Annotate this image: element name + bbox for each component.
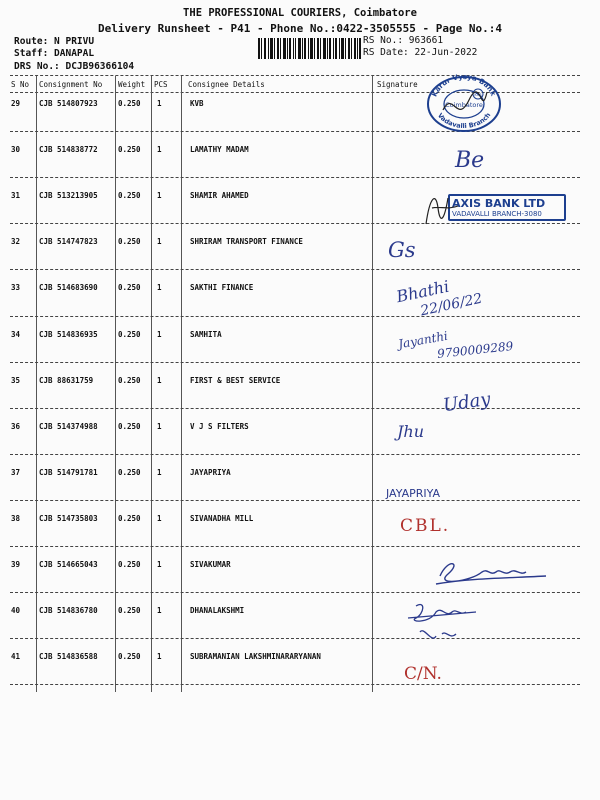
signature-row-36: Jhu [397, 422, 425, 441]
row-separator [10, 316, 580, 317]
signature-row-32: Gs [388, 238, 416, 262]
cell-pcs: 1 [157, 606, 162, 615]
cell-pcs: 1 [157, 99, 162, 108]
signature-row-33-date: 22/06/22 [419, 290, 484, 320]
cell-weight: 0.250 [118, 191, 141, 200]
row-separator [10, 684, 580, 685]
cell-sno: 40 [11, 606, 21, 615]
cell-sno: 36 [11, 422, 21, 431]
route-label: Route: N PRIVU [14, 36, 95, 47]
signature-row-40-scribble [402, 596, 482, 648]
signature-row-33-name: Bhathi [394, 276, 451, 307]
signature-row-34-name: Jayanthi [397, 328, 449, 352]
kvb-stamp-city: Coimbatore [445, 101, 483, 109]
staff-label: Staff: DANAPAL [14, 48, 95, 59]
cell-sno: 31 [11, 191, 21, 200]
row-separator [10, 223, 580, 224]
kvb-stamp-bottom-text: Vadavalli Branch [435, 111, 493, 131]
cell-pcs: 1 [157, 468, 162, 477]
signature-row-38: CBL. [400, 516, 451, 536]
cell-consignee: SIVANADHA MILL [190, 514, 254, 523]
cell-pcs: 1 [157, 422, 162, 431]
cell-consignment-no: CJB 513213905 [39, 191, 98, 200]
column-divider [115, 76, 116, 692]
column-header-signature: Signature [377, 80, 418, 89]
cell-weight: 0.250 [118, 652, 141, 661]
cell-pcs: 1 [157, 237, 162, 246]
row-separator [10, 362, 580, 363]
cell-sno: 41 [11, 652, 21, 661]
cell-consignee: V J S FILTERS [190, 422, 249, 431]
svg-text:Karur Vysya Bank [430, 73, 497, 98]
cell-pcs: 1 [157, 191, 162, 200]
signature-scribble [418, 188, 462, 228]
axis-stamp-line2: VADAVALLI BRANCH-3080 [452, 210, 542, 218]
column-divider [372, 76, 373, 692]
cell-sno: 38 [11, 514, 21, 523]
cell-weight: 0.250 [118, 560, 141, 569]
column-header-consignment: Consignment No [39, 80, 103, 89]
cell-consignment-no: CJB 514747823 [39, 237, 98, 246]
signature-row-37: JAYAPRIYA [386, 487, 441, 500]
cell-sno: 30 [11, 145, 21, 154]
cell-weight: 0.250 [118, 237, 141, 246]
row-separator [10, 546, 580, 547]
column-divider [151, 76, 152, 692]
row-separator [10, 408, 580, 409]
cell-pcs: 1 [157, 145, 162, 154]
signature-row-34-phone: 9790009289 [436, 339, 514, 361]
cell-consignee: SAKTHI FINANCE [190, 283, 254, 292]
cell-sno: 37 [11, 468, 21, 477]
row-separator [10, 454, 580, 455]
cell-consignee: SAMHITA [190, 330, 222, 339]
cell-consignee: SUBRAMANIAN LAKSHMINARARYANAN [190, 652, 321, 661]
cell-consignment-no: CJB 514791781 [39, 468, 98, 477]
rs-number: RS No.: 963661 [363, 35, 444, 46]
cell-pcs: 1 [157, 376, 162, 385]
cell-weight: 0.250 [118, 283, 141, 292]
row-separator [10, 177, 580, 178]
cell-consignment-no: CJB 514836588 [39, 652, 98, 661]
cell-pcs: 1 [157, 330, 162, 339]
cell-sno: 39 [11, 560, 21, 569]
signature-row-41: C/N. [404, 664, 442, 684]
cell-weight: 0.250 [118, 514, 141, 523]
cell-pcs: 1 [157, 652, 162, 661]
column-header-weight: Weight [118, 80, 146, 89]
cell-pcs: 1 [157, 514, 162, 523]
cell-pcs: 1 [157, 283, 162, 292]
cell-consignment-no: CJB 88631759 [39, 376, 94, 385]
row-separator [10, 500, 580, 501]
column-header-consignee: Consignee Details [188, 80, 265, 89]
cell-weight: 0.250 [118, 422, 141, 431]
kvb-bank-stamp [423, 70, 505, 132]
cell-weight: 0.250 [118, 99, 141, 108]
cell-sno: 29 [11, 99, 21, 108]
cell-consignment-no: CJB 514374988 [39, 422, 98, 431]
cell-consignment-no: CJB 514665043 [39, 560, 98, 569]
cell-consignee: SIVAKUMAR [190, 560, 231, 569]
cell-weight: 0.250 [118, 376, 141, 385]
page-title: THE PROFESSIONAL COURIERS, Coimbatore [183, 7, 417, 19]
cell-sno: 32 [11, 237, 21, 246]
cell-consignment-no: CJB 514683690 [39, 283, 98, 292]
axis-stamp-line1: AXIS BANK LTD [452, 197, 546, 210]
cell-weight: 0.250 [118, 145, 141, 154]
cell-consignee: JAYAPRIYA [190, 468, 231, 477]
signature-row-30: Be [455, 148, 485, 173]
signature-row-35: Uday [441, 388, 492, 417]
cell-consignee: FIRST & BEST SERVICE [190, 376, 281, 385]
row-separator [10, 269, 580, 270]
cell-consignment-no: CJB 514838772 [39, 145, 98, 154]
kvb-stamp-top-text: Karur Vysya Bank [430, 72, 498, 99]
cell-consignee: DHANALAKSHMI [190, 606, 245, 615]
cell-sno: 35 [11, 376, 21, 385]
barcode [258, 38, 361, 59]
cell-consignment-no: CJB 514836935 [39, 330, 98, 339]
axis-bank-stamp [448, 194, 566, 221]
runsheet-subtitle: Delivery Runsheet - P41 - Phone No.:0422-3505555 - Page No.:4 [98, 22, 502, 35]
column-header-pcs: PCS [154, 80, 168, 89]
cell-consignment-no: CJB 514807923 [39, 99, 98, 108]
cell-pcs: 1 [157, 560, 162, 569]
cell-consignment-no: CJB 514735803 [39, 514, 98, 523]
cell-weight: 0.250 [118, 606, 141, 615]
column-header-sno: S No [11, 80, 30, 89]
kvb-logo: KVB [474, 93, 482, 97]
cell-weight: 0.250 [118, 330, 141, 339]
cell-consignee: LAMATHY MADAM [190, 145, 249, 154]
cell-weight: 0.250 [118, 468, 141, 477]
cell-consignee: KVB [190, 99, 204, 108]
signature-row-39-scribble [430, 554, 550, 590]
cell-sno: 33 [11, 283, 21, 292]
cell-consignee: SHAMIR AHAMED [190, 191, 249, 200]
cell-sno: 34 [11, 330, 21, 339]
rs-date: RS Date: 22-Jun-2022 [363, 47, 478, 58]
row-separator [10, 638, 580, 639]
cell-consignment-no: CJB 514836780 [39, 606, 98, 615]
row-separator [10, 592, 580, 593]
drs-label: DRS No.: DCJB96366104 [14, 61, 135, 72]
column-divider [181, 76, 182, 692]
cell-consignee: SHRIRAM TRANSPORT FINANCE [190, 237, 303, 246]
column-divider [36, 76, 37, 692]
